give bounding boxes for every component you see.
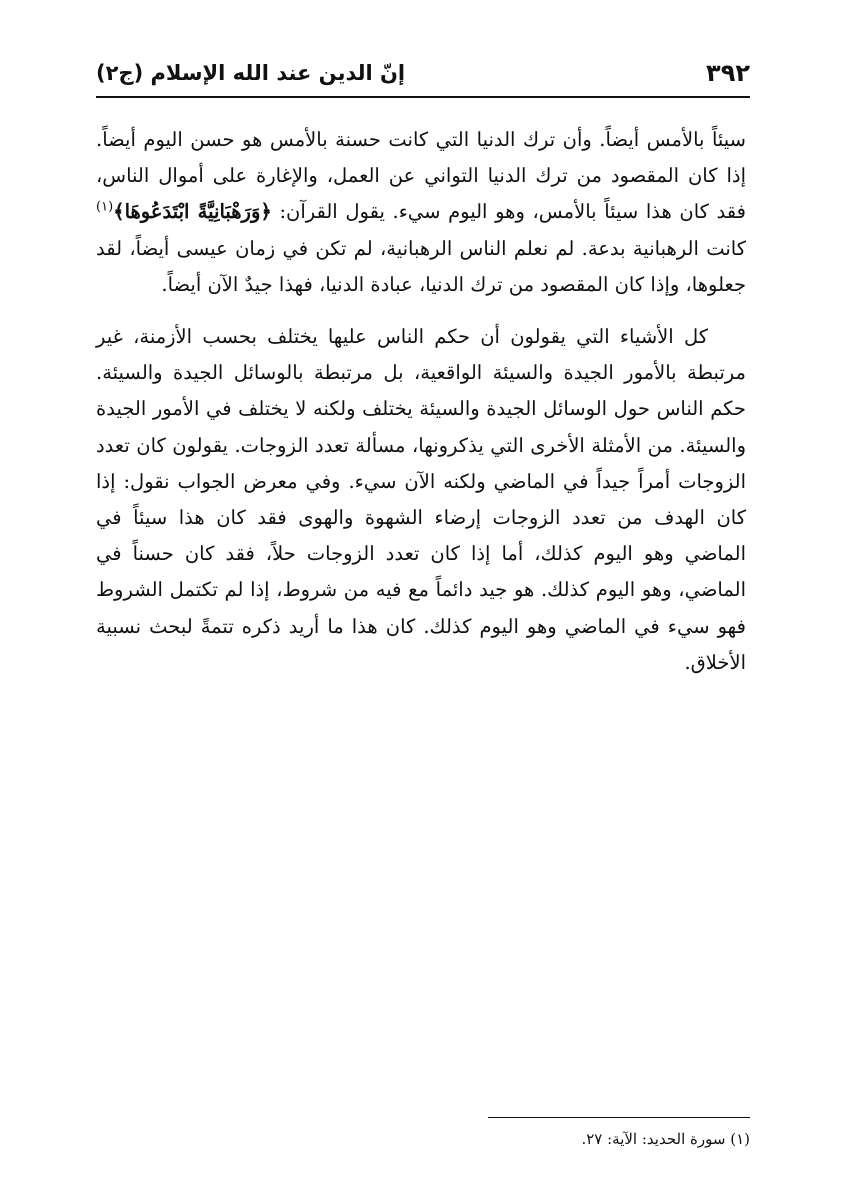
paragraph-1-line-1: سيئاً بالأمس أيضاً. وأن ترك الدنيا التي كانت حسنة بالأمس هو حسن اليوم [143, 128, 746, 151]
page-number: ٣٩٢ [706, 59, 750, 87]
paragraph-1-line-3: الناس، فقد كان هذا سيئاً بالأمس، وهو اليوم سيء. يقول القرآن: [96, 164, 746, 224]
footnote-divider [488, 1117, 750, 1118]
main-text [96, 122, 746, 691]
paragraph-2: كل الأشياء التي يقولون أن حكم الناس عليها يختلف بحسب الأزمنة، غير مرتبطة بالأمور الجيدة والسيئة الواقعية، بل مرتبطة بالوسائل الجيدة والسيئة. حكم الناس حول الوسائل الجيدة والسيئة يختلف ولكنه لا يختلف في الأمور الجيدة والسيئة. من الأمثلة الأخرى التي يذكرونها، مسألة تعدد الزوجات. يقولون كان تعدد الزوجات أمراً جيداً في الماضي ولكنه الآن سيء. وفي معرض الجواب نقول: إذا كان الهدف من تعدد الزوجات إرضاء الشهوة والهوى فقد كان هذا سيئاً في الماضي وهو اليوم كذلك، أما إذا كان تعدد الزوجات حلاً، فقد كان حسناً في الماضي، وهو اليوم كذلك. هو جيد دائماً مع فيه من شروط، إذا لم تكتمل الشروط فهو سيء في الماضي وهو اليوم كذلك. كان هذا ما أريد ذكره تتمةً لبحث نسبية الأخلاق. [96, 325, 746, 674]
footnote-reference: (١) [96, 199, 114, 215]
paragraph-1-rest: كانت الرهبانية بدعة. لم نعلم الناس الرهبانية، لم تكن في زمان عيسى أيضاً، لقد جعلوها، وإذا كان المقصود من ترك الدنيا، عبادة الدنيا، فهذا جيدٌ الآن أيضاً. [96, 236, 746, 296]
quran-verse: ﴿وَرَهْبَانِيَّةً ابْتَدَعُوهَا﴾ [113, 200, 272, 224]
paragraph-1 [96, 122, 746, 303]
page-header [96, 50, 750, 98]
paragraph-1-line-2: أيضاً. إذا كان المقصود من ترك الدنيا التواني عن العمل، والإغارة على أموال [96, 128, 746, 188]
running-title: إنّ الدين عند الله الإسلام (ج٢) [96, 61, 406, 85]
footnote: (١) سورة الحديد: الآية: ٢٧. [581, 1130, 750, 1148]
